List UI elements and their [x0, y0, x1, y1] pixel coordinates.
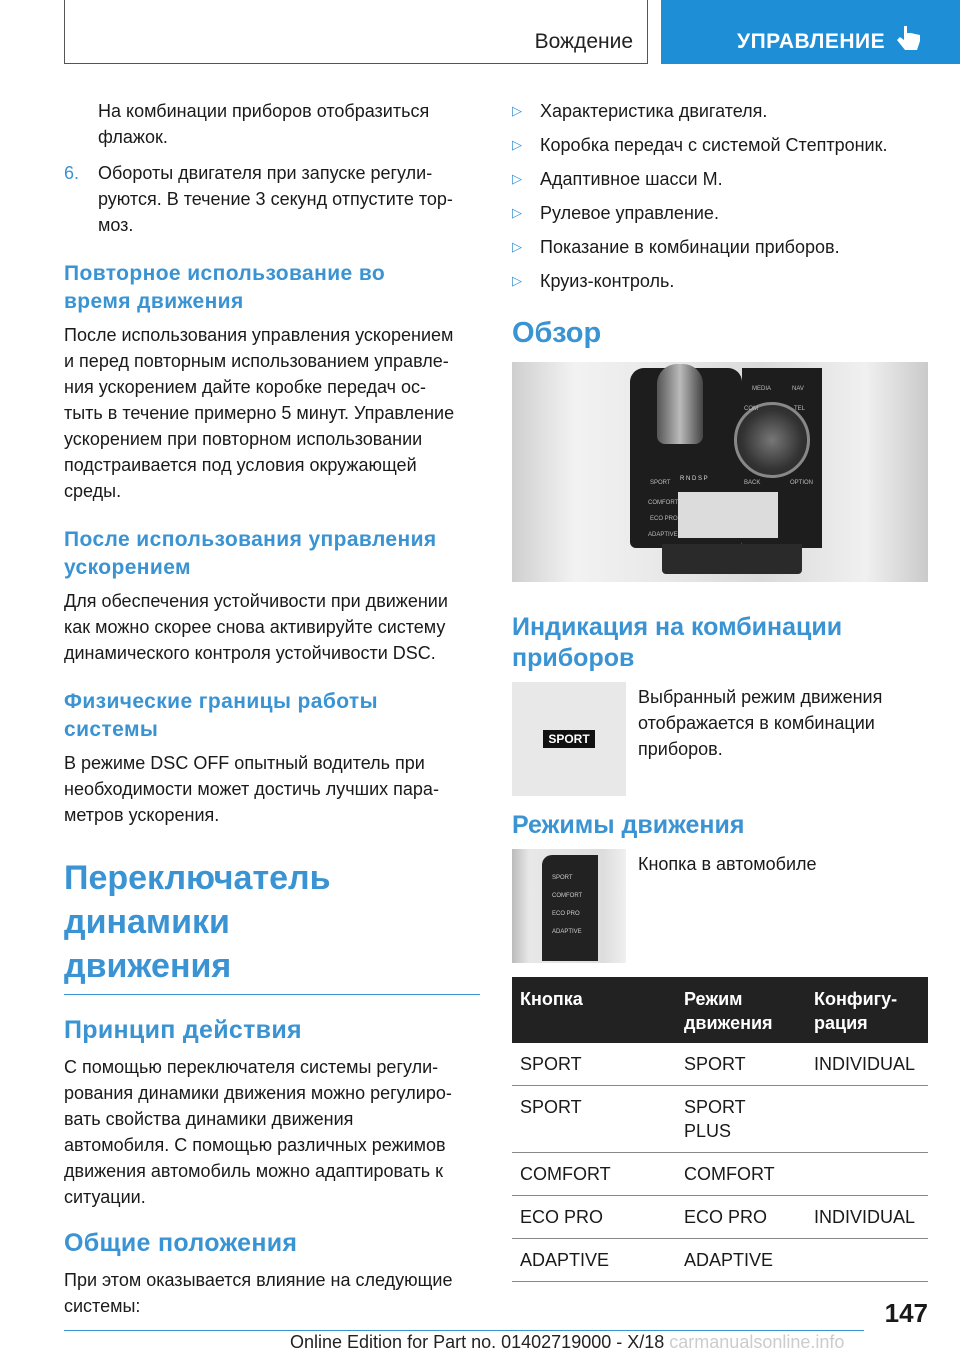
modes-table	[512, 977, 928, 1282]
table-row	[512, 1239, 928, 1282]
table-cell	[676, 1086, 806, 1153]
text-line: Выбранный режим движения	[638, 687, 883, 707]
text-line: как можно скорее снова активируйте систему	[64, 617, 446, 637]
table-row	[512, 1086, 928, 1153]
text-line: В режиме DSC OFF опытный водитель при	[64, 753, 425, 773]
list-item-text: Круиз-контроль.	[540, 271, 675, 291]
heading-display	[512, 612, 928, 674]
table-cell: SPORT	[512, 1086, 676, 1153]
table-cell: COMFORT	[512, 1153, 676, 1196]
step-text: Обороты двигателя при запуске регули-	[98, 163, 433, 183]
modes-description	[638, 851, 817, 963]
step-text: моз.	[98, 215, 134, 235]
gear-indicator: R N D S P	[680, 476, 708, 482]
table-header-cell	[676, 977, 806, 1043]
text-line: С помощью переключателя системы регули-	[64, 1057, 439, 1077]
table-header-row	[512, 977, 928, 1043]
list-item-text: Коробка передач с системой Стептроник.	[540, 135, 888, 155]
text-line: Кнопка в автомобиле	[638, 854, 817, 874]
mode-label: SPORT	[552, 875, 573, 881]
paragraph-repeat-use	[64, 322, 480, 504]
parking-buttons	[662, 544, 802, 574]
left-column	[64, 98, 480, 1319]
text-line: необходимости может достичь лучших пара-	[64, 779, 439, 799]
triangle-bullet-icon: ▷	[512, 103, 522, 118]
table-cell: SPORT	[512, 1043, 676, 1086]
text-line: вать свойства динамики движения	[64, 1109, 354, 1129]
triangle-bullet-icon: ▷	[512, 171, 522, 186]
table-cell: ECO PRO	[512, 1196, 676, 1239]
list-item-text: Рулевое управление.	[540, 203, 719, 223]
heading-line: После использования управления	[64, 528, 437, 551]
list-item	[512, 98, 928, 124]
header-line: рация	[814, 1013, 868, 1033]
console-label: NAV	[792, 386, 804, 392]
gear-lever	[657, 364, 703, 444]
table-cell: COMFORT	[676, 1153, 806, 1196]
table-cell	[806, 1239, 928, 1282]
mode-button-labels	[552, 869, 582, 941]
list-item	[512, 132, 928, 158]
list-item	[512, 234, 928, 260]
console-label: TEL	[794, 406, 806, 412]
table-cell	[806, 1153, 928, 1196]
text-line: тыть в течение примерно 5 минут. Управление	[64, 403, 455, 423]
mode-button-photo	[512, 849, 626, 963]
heading-line: Физические границы работы	[64, 690, 378, 713]
header-line: Режим	[684, 989, 743, 1009]
sport-mode-badge: SPORT	[543, 730, 595, 748]
table-cell	[806, 1086, 928, 1153]
table-cell: ADAPTIVE	[512, 1239, 676, 1282]
table-header-cell	[512, 977, 676, 1043]
step-6	[64, 160, 480, 238]
text-line: ситуации.	[64, 1187, 146, 1207]
console-label: BACK	[744, 480, 761, 486]
heading-line: ускорением	[64, 556, 191, 579]
heading-line: Переключатель динамики	[64, 859, 331, 941]
console-label: SPORT	[650, 480, 671, 486]
modes-section	[512, 849, 928, 963]
table-cell: SPORT	[676, 1043, 806, 1086]
table-row	[512, 1153, 928, 1196]
header-line: Кнопка	[520, 989, 583, 1009]
console-label: MEDIA	[752, 386, 772, 392]
edition-text: Online Edition for Part no. 01402719000 - X/18	[290, 1332, 665, 1352]
console-photo	[512, 362, 928, 582]
heading-repeat-use	[64, 260, 480, 316]
header-section-tab	[64, 0, 648, 64]
console-label: COMFORT	[648, 500, 679, 506]
mode-label: ECO PRO	[552, 911, 580, 917]
triangle-bullet-icon: ▷	[512, 137, 522, 152]
text-line: ускорением при повторном использовании	[64, 429, 423, 449]
affected-systems-list	[512, 98, 928, 294]
chapter-title	[64, 856, 480, 995]
list-item-text: Адаптивное шасси M.	[540, 169, 723, 189]
heading-overview: Обзор	[512, 317, 602, 349]
text-line: подстраивается под условия окружающей	[64, 455, 417, 475]
list-item	[512, 166, 928, 192]
storage-tray	[678, 492, 778, 538]
step-text: флажок.	[98, 127, 168, 147]
footer-divider	[64, 1330, 864, 1331]
paragraph-after-use	[64, 588, 480, 666]
cell-line: PLUS	[684, 1121, 732, 1141]
list-item-text: Показание в комбинации приборов.	[540, 237, 840, 257]
step-number: 6.	[64, 163, 80, 183]
text-line: При этом оказывается влияние на следующие	[64, 1270, 453, 1290]
table-cell: ADAPTIVE	[676, 1239, 806, 1282]
mode-label: ADAPTIVE	[552, 929, 582, 935]
triangle-bullet-icon: ▷	[512, 273, 522, 288]
text-line: После использования управления ускорением	[64, 325, 454, 345]
text-line: Для обеспечения устойчивости при движении	[64, 591, 448, 611]
table-row	[512, 1043, 928, 1086]
heading-line: приборов	[512, 644, 635, 672]
console-label: OPTION	[790, 480, 814, 486]
heading-line: движения	[64, 947, 232, 985]
header-line: Конфигу-	[814, 989, 898, 1009]
heading-system-limits	[64, 688, 480, 744]
table-cell: INDIVIDUAL	[806, 1043, 928, 1086]
text-line: динамического контроля устойчивости DSC.	[64, 643, 436, 663]
page-number: 147	[884, 1298, 928, 1328]
text-line: и перед повторным использованием управле-	[64, 351, 449, 371]
text-line: приборов.	[638, 739, 723, 759]
display-description	[638, 684, 882, 796]
heading-principle: Принцип действия	[64, 1016, 302, 1044]
edition-footer	[290, 1332, 844, 1353]
mode-label: COMFORT	[552, 893, 583, 899]
step-text: На комбинации приборов отобразиться	[98, 101, 430, 121]
list-item	[512, 200, 928, 226]
heading-line: время движения	[64, 290, 244, 313]
table-cell: ECO PRO	[676, 1196, 806, 1239]
text-line: отображается в комбинации	[638, 713, 875, 733]
heading-line: Индикация на комбинации	[512, 613, 843, 641]
cell-line: SPORT	[684, 1097, 746, 1117]
text-line: метров ускорения.	[64, 805, 220, 825]
text-line: системы:	[64, 1296, 141, 1316]
header-line: движения	[684, 1013, 773, 1033]
header-section-label: Вождение	[534, 30, 633, 53]
table-cell: INDIVIDUAL	[806, 1196, 928, 1239]
watermark-text: carmanualsonline.info	[669, 1332, 845, 1352]
text-line: среды.	[64, 481, 122, 501]
controller-knob	[734, 402, 810, 478]
paragraph-general	[64, 1267, 480, 1319]
heading-line: системы	[64, 718, 159, 741]
table-row	[512, 1196, 928, 1239]
text-line: движения автомобиль можно адаптировать к	[64, 1161, 444, 1181]
step-text: руются. В течение 3 секунд отпустите тор-	[98, 189, 453, 209]
table-header-cell	[806, 977, 928, 1043]
header-chapter-tab	[661, 0, 960, 64]
list-item	[512, 268, 928, 294]
cluster-display-image	[512, 682, 626, 796]
paragraph-system-limits	[64, 750, 480, 828]
text-line: рования динамики движения можно регулиро-	[64, 1083, 452, 1103]
text-line: ния ускорением дайте коробке передач ос-	[64, 377, 427, 397]
right-column	[512, 98, 928, 1282]
heading-line: Повторное использование во	[64, 262, 386, 285]
heading-driving-modes: Режимы движения	[512, 811, 745, 839]
hand-pointer-icon	[896, 24, 922, 54]
text-line: автомобиля. С помощью различных режимов	[64, 1135, 446, 1155]
paragraph-principle	[64, 1054, 480, 1210]
triangle-bullet-icon: ▷	[512, 205, 522, 220]
console-label: ADAPTIVE	[648, 532, 678, 538]
heading-general: Общие положения	[64, 1229, 298, 1257]
triangle-bullet-icon: ▷	[512, 239, 522, 254]
console-label: ECO PRO	[650, 516, 678, 522]
header-chapter-label: УПРАВЛЕНИЕ	[737, 30, 886, 53]
console-label: COM	[744, 406, 758, 412]
heading-after-use	[64, 526, 480, 582]
list-item-text: Характеристика двигателя.	[540, 101, 768, 121]
display-section	[512, 682, 928, 796]
